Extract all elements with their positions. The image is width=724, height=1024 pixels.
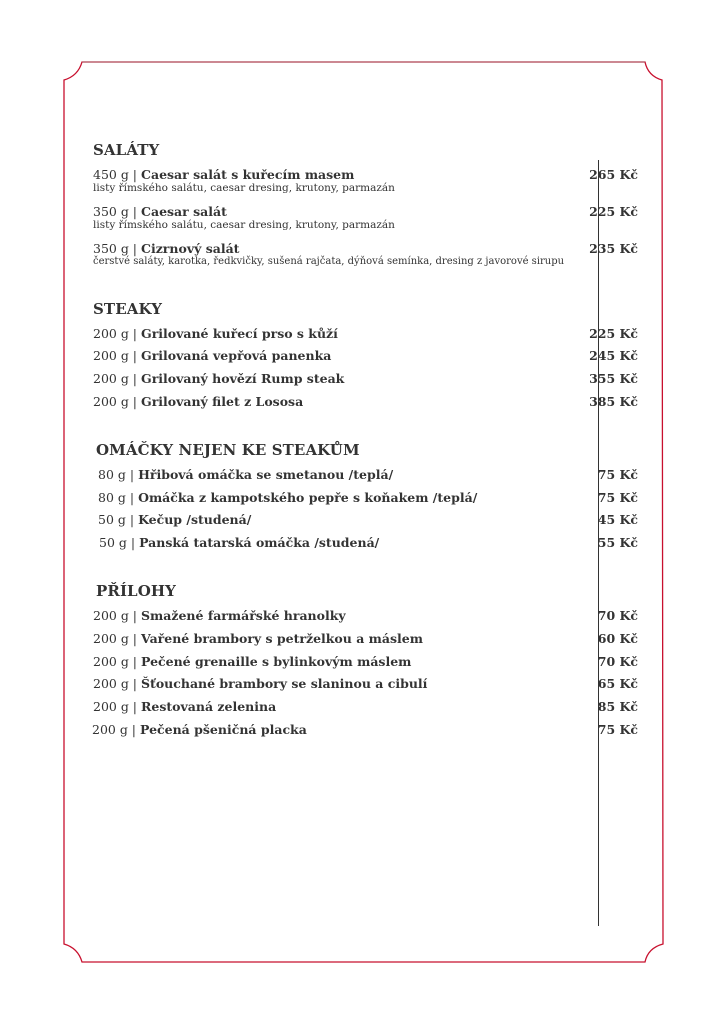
menu-item: 80 g | Hřibová omáčka se smetanou /teplá/	[98, 467, 394, 482]
menu-item: 350 g | Cizrnový salát	[93, 241, 240, 256]
item-price: 70 Kč	[597, 654, 638, 669]
item-price: 225 Kč	[589, 326, 638, 341]
menu-item: 50 g | Kečup /studená/	[98, 512, 252, 527]
menu-item: 350 g | Caesar salát	[93, 204, 227, 219]
item-price: 355 Kč	[589, 371, 638, 386]
item-price: 55 Kč	[597, 535, 638, 550]
item-price: 75 Kč	[597, 467, 638, 482]
item-price: 265 Kč	[589, 167, 638, 182]
item-description: listy římského salátu, caesar dresing, krutony, parmazán	[93, 182, 395, 194]
menu-item: 200 g | Pečené grenaille s bylinkovým máslem	[93, 654, 412, 669]
item-description: čerstvé saláty, karotka, ředkvičky, sušená rajčata, dýňová semínka, dresing z javorové sirupu	[93, 256, 565, 267]
menu-item: 80 g | Omáčka z kampotského pepře s koňakem /teplá/	[98, 490, 478, 505]
item-price: 245 Kč	[589, 348, 638, 363]
menu-item: 200 g | Restovaná zelenina	[93, 699, 277, 714]
menu-item: 450 g | Caesar salát s kuřecím masem	[93, 167, 355, 182]
item-description: listy římského salátu, caesar dresing, krutony, parmazán	[93, 219, 395, 231]
menu-item: 200 g | Pečená pšeničná placka	[92, 722, 307, 737]
item-price: 65 Kč	[597, 676, 638, 691]
menu-item: 200 g | Grilované kuřecí prso s kůží	[93, 326, 338, 341]
item-price: 235 Kč	[589, 241, 638, 256]
menu-item: 200 g | Grilovaný hovězí Rump steak	[93, 371, 345, 386]
menu-item: 200 g | Smažené farmářské hranolky	[93, 608, 346, 623]
item-price: 45 Kč	[597, 512, 638, 527]
menu-item: 200 g | Grilovaný filet z Lososa	[93, 394, 304, 409]
menu-item: 200 g | Grilovaná vepřová panenka	[93, 348, 332, 363]
item-price: 385 Kč	[589, 394, 638, 409]
item-price: 75 Kč	[597, 490, 638, 505]
section-title-prilohy: PŘÍLOHY	[96, 582, 176, 600]
section-title-omacky: OMÁČKY NEJEN KE STEAKŮM	[96, 441, 360, 459]
item-price: 225 Kč	[589, 204, 638, 219]
section-title-salaty: SALÁTY	[93, 141, 160, 159]
section-title-steaky: STEAKY	[93, 300, 163, 318]
menu-item: 50 g | Panská tatarská omáčka /studená/	[99, 535, 380, 550]
item-price: 70 Kč	[597, 608, 638, 623]
menu-item: 200 g | Šťouchané brambory se slaninou a cibulí	[93, 676, 428, 691]
item-price: 75 Kč	[597, 722, 638, 737]
item-price: 85 Kč	[597, 699, 638, 714]
menu-item: 200 g | Vařené brambory s petrželkou a máslem	[93, 631, 423, 646]
item-price: 60 Kč	[597, 631, 638, 646]
